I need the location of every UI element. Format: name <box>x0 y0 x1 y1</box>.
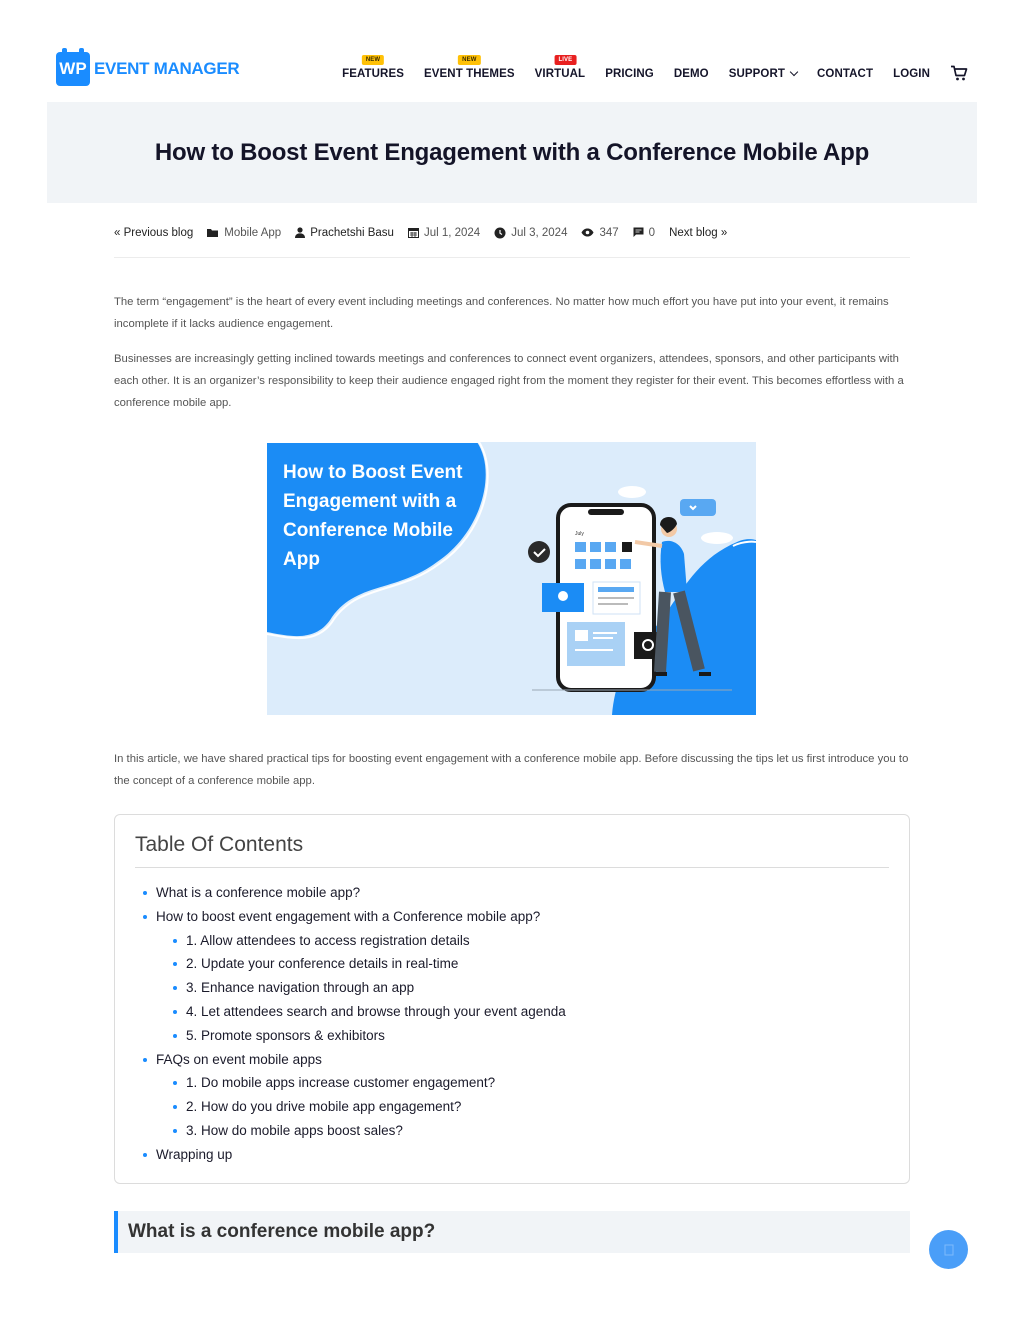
nav-virtual[interactable] <box>534 57 586 80</box>
nav-support[interactable] <box>729 68 797 80</box>
view-count <box>581 227 618 239</box>
view-count-text: 347 <box>599 226 619 239</box>
toc-list <box>143 881 883 1167</box>
comment-count[interactable] <box>633 227 655 239</box>
comment-icon <box>633 227 644 238</box>
site-logo[interactable] <box>56 52 239 86</box>
section-heading: What is a conference mobile app? <box>114 1211 910 1253</box>
toc-subitem[interactable]: 2. How do you drive mobile app engagement? <box>173 1095 883 1119</box>
page-title: How to Boost Event Engagement with a Conference Mobile App <box>154 138 870 166</box>
toc-subitem[interactable]: 5. Promote sponsors & exhibitors <box>173 1024 883 1048</box>
arrow-up-icon <box>944 1244 954 1256</box>
updated-date-text: Jul 3, 2024 <box>511 226 568 239</box>
clock-icon <box>494 227 506 239</box>
intro-paragraph-3: In this article, we have shared practical tips for boosting event engagement with a conference mobile app. Before discussing the tips let us first introduce you to the concept of a conference mobile app. <box>114 753 909 787</box>
nav-features[interactable] <box>342 57 404 80</box>
toc-subitem[interactable]: 2. Update your conference details in real-time <box>173 952 883 976</box>
nav-event-themes[interactable] <box>424 57 515 80</box>
next-blog-link[interactable]: Next blog » <box>669 226 728 239</box>
hero-title: How to Boost Event Engagement with a Conference Mobile App <box>283 462 463 570</box>
intro-paragraph-1: The term “engagement” is the heart of every event including meetings and conferences. No matter how much effort you have put into your event, it remains incomplete if it lacks audience engagement. <box>114 296 889 330</box>
toc-item[interactable]: How to boost event engagement with a Conference mobile app? <box>143 905 883 929</box>
post-meta <box>114 222 910 258</box>
user-icon <box>295 227 305 238</box>
toc-title: Table Of Contents <box>135 833 889 868</box>
nav-demo[interactable]: DEMO <box>673 68 709 80</box>
folder-icon <box>207 228 219 238</box>
title-band <box>47 102 977 203</box>
eye-icon <box>581 228 594 237</box>
published-date <box>408 227 480 239</box>
hero-image <box>267 442 756 715</box>
new-badge: NEW <box>458 55 480 65</box>
toc-item[interactable]: Wrapping up <box>143 1143 883 1167</box>
floating-action-button[interactable] <box>929 1230 968 1269</box>
nav-event-themes-label: EVENT THEMES <box>424 68 515 80</box>
nav-login[interactable]: LOGIN <box>893 68 930 80</box>
published-date-text: Jul 1, 2024 <box>423 226 481 239</box>
previous-blog-link[interactable]: « Previous blog <box>114 226 194 239</box>
cart-icon[interactable] <box>950 65 968 81</box>
comment-count-text: 0 <box>648 226 656 239</box>
category-label: Mobile App <box>224 226 282 239</box>
live-badge: LIVE <box>554 55 576 65</box>
logo-text: EVENT MANAGER <box>94 59 240 78</box>
author-link[interactable] <box>295 227 394 239</box>
category-link[interactable] <box>207 227 281 239</box>
nav-pricing[interactable]: PRICING <box>605 68 654 80</box>
updated-date <box>494 227 567 239</box>
intro-paragraph-2: Businesses are increasingly getting inclined towards meetings and conferences to connect event organizers, attendees, sponsors, and other participants with each other. It is an organizer’s responsibility to keep their audience engaged right from the moment they register for their event. This becomes effortless with a conference mobile app. <box>114 353 904 409</box>
chevron-down-icon <box>790 68 798 76</box>
toc-subitem[interactable]: 3. Enhance navigation through an app <box>173 976 883 1000</box>
nav-contact[interactable]: CONTACT <box>817 68 874 80</box>
site-header <box>0 0 1024 102</box>
toc-subitem[interactable]: 1. Do mobile apps increase customer engagement? <box>173 1071 883 1095</box>
toc-subitem[interactable]: 1. Allow attendees to access registration details <box>173 929 883 953</box>
nav-features-label: FEATURES <box>342 68 404 80</box>
main-nav <box>322 57 968 82</box>
toc-item[interactable]: What is a conference mobile app? <box>143 881 883 905</box>
phone-month-label: July <box>575 531 584 537</box>
toc-subitem[interactable]: 4. Let attendees search and browse through your event agenda <box>173 1000 883 1024</box>
nav-virtual-label: VIRTUAL <box>534 68 586 80</box>
nav-support-label: SUPPORT <box>728 68 786 80</box>
logo-mark: WP <box>56 52 90 86</box>
new-badge: NEW <box>362 55 384 65</box>
author-name: Prachetshi Basu <box>310 226 394 239</box>
table-of-contents <box>114 814 910 1184</box>
toc-subitem[interactable]: 3. How do mobile apps boost sales? <box>173 1119 883 1143</box>
toc-item[interactable]: FAQs on event mobile apps <box>143 1048 883 1072</box>
calendar-icon <box>408 227 419 238</box>
